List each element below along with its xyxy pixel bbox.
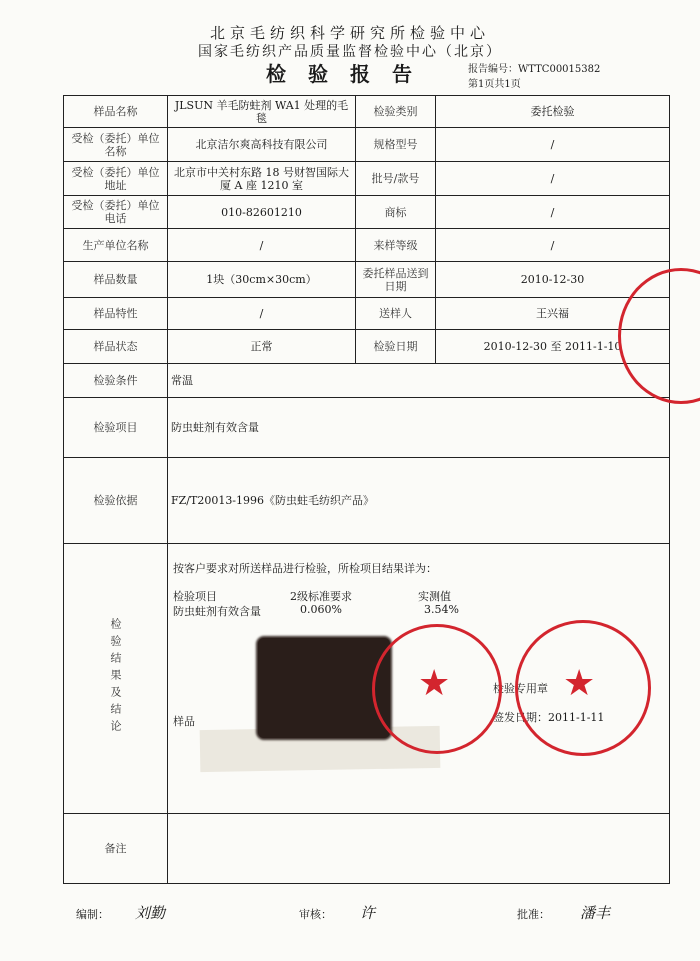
fabric-sample-swatch [258, 638, 390, 738]
result-row-item: 防虫蛀剂有效含量 [173, 605, 261, 618]
approver-signature: 潘丰 [580, 904, 611, 922]
result-col-item: 检验项目 [173, 590, 217, 603]
seal-note: 检验专用章 [493, 682, 548, 695]
remark-value [168, 814, 670, 884]
editor-signature: 刘勤 [135, 904, 166, 922]
editor-label: 编制： [76, 908, 109, 921]
page-number: 第1页共1页 [468, 79, 521, 90]
sample-name-label: 样品名称 [64, 96, 168, 128]
result-row-measured: 3.54% [424, 603, 459, 616]
sample-name: JLSUN 羊毛防蛀剂 WA1 处理的毛毯 [168, 96, 356, 128]
maker-label: 生产单位名称 [64, 229, 168, 262]
test-date-label: 检验日期 [356, 330, 436, 364]
delivery-date: 2010-12-30 [436, 262, 670, 298]
qty-label: 样品数量 [64, 262, 168, 298]
result-label-text: 检验结果及结论 [109, 617, 122, 737]
batch-value: / [436, 162, 670, 196]
client-phone: 010-82601210 [168, 196, 356, 229]
result-intro: 按客户要求对所送样品进行检验，所检项目结果详为： [173, 562, 437, 575]
result-row-standard: 0.060% [300, 603, 342, 616]
client-name: 北京洁尔爽高科技有限公司 [168, 128, 356, 162]
inspection-type: 委托检验 [436, 96, 670, 128]
sample-qty: 1块（30cm×30cm） [168, 262, 356, 298]
report-title: 检验报告 [266, 62, 434, 86]
test-date: 2010-12-30 至 2011-1-10 [436, 330, 670, 364]
condition-label: 检验条件 [64, 364, 168, 398]
seal-star-icon-2: ★ [563, 663, 596, 704]
client-address: 北京市中关村东路 18 号财智国际大厦 A 座 1210 室 [168, 162, 356, 196]
maker-value: / [168, 229, 356, 262]
type-label: 检验类别 [356, 96, 436, 128]
feature-value: / [168, 298, 356, 330]
feature-label: 样品特性 [64, 298, 168, 330]
spec-label: 规格型号 [356, 128, 436, 162]
center-name: 国家毛纺织产品质量监督检验中心（北京） [198, 44, 502, 60]
institute-name: 北京毛纺织科学研究所检验中心 [209, 24, 490, 42]
result-col-measured: 实测值 [418, 590, 451, 603]
approver-label: 批准： [517, 908, 550, 921]
reviewer-label: 审核： [299, 908, 332, 921]
reviewer-signature: 许 [360, 904, 376, 922]
brand-label: 商标 [356, 196, 436, 229]
basis-label: 检验依据 [64, 458, 168, 544]
seal-star-icon: ★ [418, 663, 451, 704]
sign-date: 签发日期：2011-1-11 [493, 711, 605, 724]
result-col-standard: 2级标准要求 [290, 590, 352, 603]
remark-label: 备注 [64, 814, 168, 884]
phone-label: 受检（委托）单位电话 [64, 196, 168, 229]
condition-value: 常温 [168, 364, 670, 398]
spec-value: / [436, 128, 670, 162]
state-value: 正常 [168, 330, 356, 364]
batch-label: 批号/款号 [356, 162, 436, 196]
client-label: 受检（委托）单位名称 [64, 128, 168, 162]
sender-value: 王兴福 [436, 298, 670, 330]
report-number: 报告编号：WTTC00015382 [468, 64, 601, 75]
brand-value: / [436, 196, 670, 229]
delivery-date-label: 委托样品送到日期 [356, 262, 436, 298]
result-label [64, 544, 168, 814]
sample-label: 样品 [173, 715, 195, 728]
item-value: 防虫蛀剂有效含量 [168, 398, 670, 458]
item-label: 检验项目 [64, 398, 168, 458]
sender-label: 送样人 [356, 298, 436, 330]
basis-value: FZ/T20013-1996《防虫蛀毛纺织产品》 [168, 458, 670, 544]
grade-label: 来样等级 [356, 229, 436, 262]
grade-value: / [436, 229, 670, 262]
state-label: 样品状态 [64, 330, 168, 364]
address-label: 受检（委托）单位地址 [64, 162, 168, 196]
